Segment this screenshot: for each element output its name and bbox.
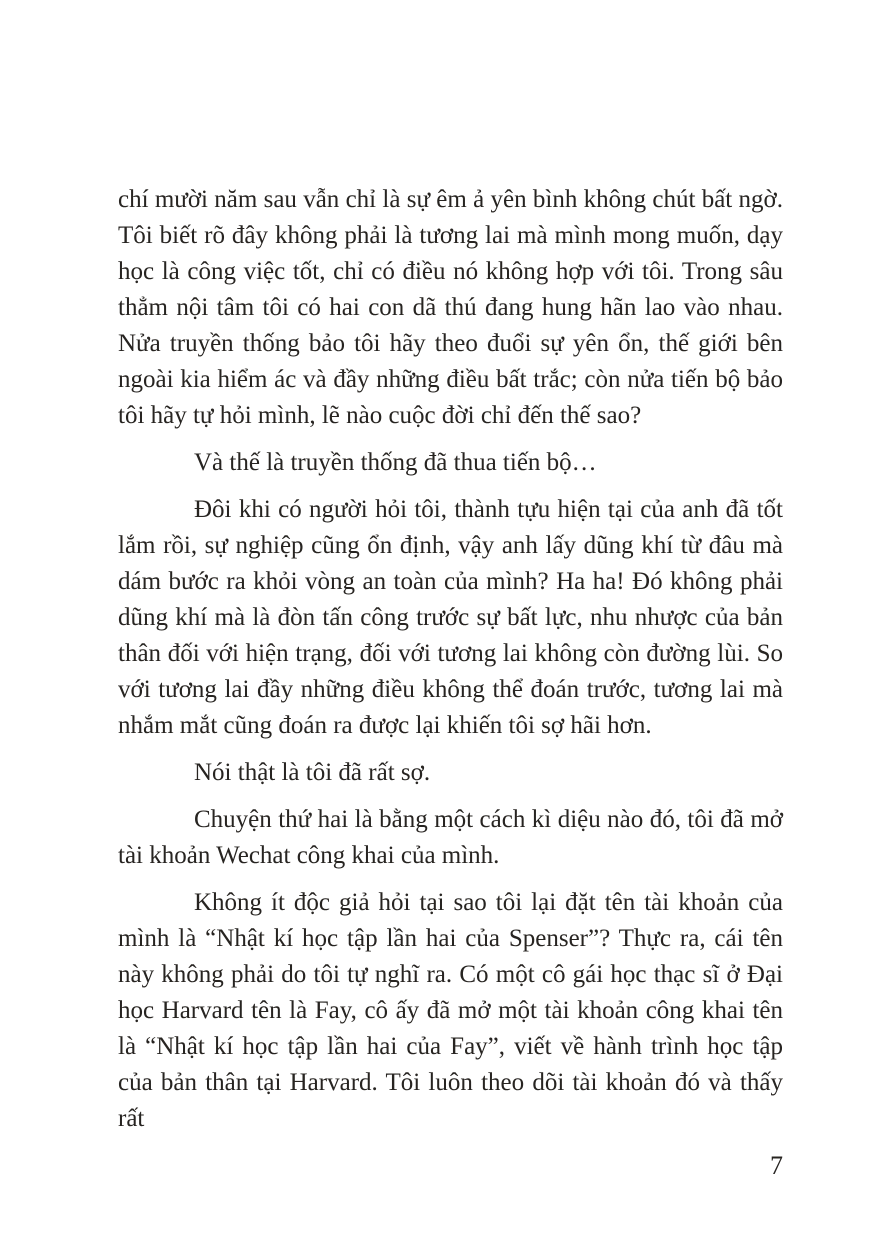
- page-number: 7: [770, 1151, 783, 1180]
- paragraph: Và thế là truyền thống đã thua tiến bộ…: [194, 449, 597, 476]
- paragraph: Đôi khi có người hỏi tôi, thành tựu hiện tại của anh đã tốt lắm rồi, sự nghiệp cũng ổn định, vậy anh lấy dũng khí từ đâu mà dám bước ra khỏi vòng an toàn của mình? Ha ha! Đó không phải dũng khí mà là đòn tấn công trước sự bất lực, nhu nhược của bản thân đối với hiện trạng, đối với tương lai không còn đường lùi. So với tương lai đầy những điều không thể đoán trước, tương lai mà nhắm mắt cũng đoán ra được lại khiến tôi sợ hãi hơn.: [118, 496, 783, 739]
- paragraph: Chuyện thứ hai là bằng một cách kì diệu nào đó, tôi đã mở tài khoản Wechat công khai của mình.: [118, 806, 783, 869]
- paragraph: Không ít độc giả hỏi tại sao tôi lại đặt tên tài khoản của mình là “Nhật kí học tập lần hai của Spenser”? Thực ra, cái tên này không phải do tôi tự nghĩ ra. Có một cô gái học thạc sĩ ở Đại học Harvard tên là Fay, cô ấy đã mở một tài khoản công khai tên là “Nhật kí học tập lần hai của Fay”, viết về hành trình học tập của bản thân tại Harvard. Tôi luôn theo dõi tài khoản đó và thấy rất: [118, 889, 783, 1132]
- paragraph-continuation: chí mười năm sau vẫn chỉ là sự êm ả yên bình không chút bất ngờ. Tôi biết rõ đây không phải là tương lai mà mình mong muốn, dạy học là công việc tốt, chỉ có điều nó không hợp với tôi. Trong sâu thẳm nội tâm tôi có hai con dã thú đang hung hãn lao vào nhau. Nửa truyền thống bảo tôi hãy theo đuổi sự yên ổn, thế giới bên ngoài kia hiểm ác và đầy những điều bất trắc; còn nửa tiến bộ bảo tôi hãy tự hỏi mình, lẽ nào cuộc đời chỉ đến thế sao?: [118, 186, 783, 429]
- page-text-block: [118, 182, 783, 1184]
- paragraph: Nói thật là tôi đã rất sợ.: [194, 759, 431, 786]
